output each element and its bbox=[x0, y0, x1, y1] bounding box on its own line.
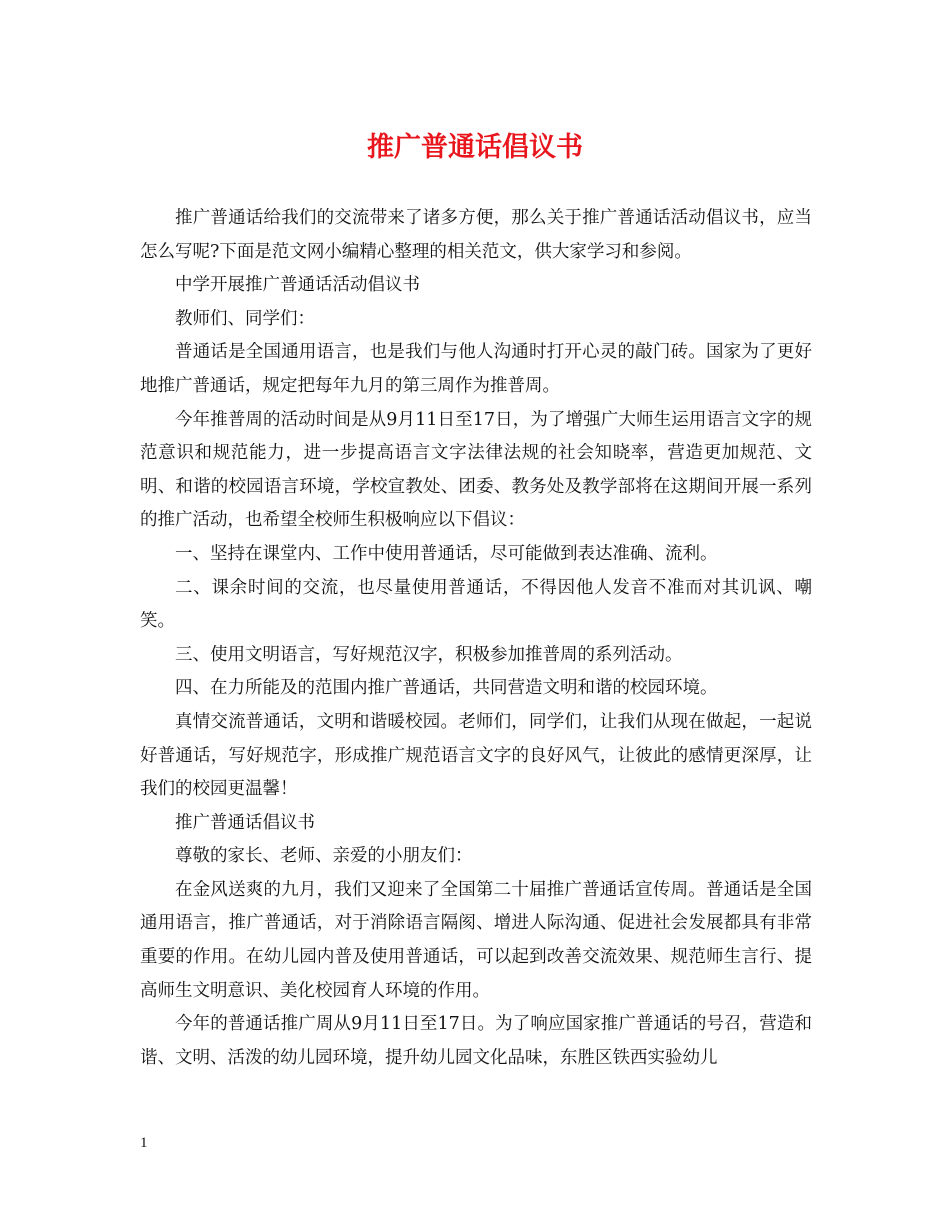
section-heading-middle-school: 中学开展推广普通话活动倡议书 bbox=[175, 275, 420, 296]
salutation-teachers-students: 教师们、同学们： bbox=[175, 308, 315, 329]
proposal-item-1: 一、坚持在课堂内、工作中使用普通话，尽可能做到表达准确、流利。 bbox=[175, 543, 718, 564]
paragraph-kindergarten: 今年的普通话推广周从9月11日至17日。为了响应国家推广普通话的号召，营造和谐、文明、活泼的幼儿园环境，提升幼儿园文化品味，东胜区铁西实验幼儿 bbox=[140, 1014, 812, 1068]
paragraph-activity-time: 今年推普周的活动时间是从9月11日至17日，为了增强广大师生运用语言文字的规范意识和规范能力，进一步提高语言文字法律法规的社会知晓率，营造更加规范、文明、和谐的校园语言环境，学校宣教处、团委、教务处及教学部将在这期间开展一系列的推广活动，也希望全校师生积极响应以下倡议： bbox=[140, 409, 812, 531]
paragraph-putonghua-intro: 普通话是全国通用语言，也是我们与他人沟通时打开心灵的敲门砖。国家为了更好地推广普通话，规定把每年九月的第三周作为推普周。 bbox=[140, 342, 812, 396]
paragraph-promotion-week: 在金风送爽的九月，我们又迎来了全国第二十届推广普通话宣传周。普通话是全国通用语言，推广普通话，对于消除语言隔阂、增进人际沟通、促进社会发展都具有非常重要的作用。在幼儿园内普及使用普通话，可以起到改善交流效果、规范师生言行、提高师生文明意识、美化校园育人环境的作用。 bbox=[140, 879, 812, 1001]
document-title: 推广普通话倡议书 bbox=[367, 132, 583, 163]
section-heading-proposal: 推广普通话倡议书 bbox=[175, 812, 315, 833]
proposal-item-2: 二、课余时间的交流，也尽量使用普通话，不得因他人发音不准而对其讥讽、嘲笑。 bbox=[140, 577, 812, 632]
document-body bbox=[140, 202, 812, 1075]
proposal-item-3: 三、使用文明语言，写好规范汉字，积极参加推普周的系列活动。 bbox=[175, 644, 683, 665]
page-number: 1 bbox=[140, 1135, 148, 1151]
salutation-parents-teachers: 尊敬的家长、老师、亲爱的小朋友们： bbox=[175, 846, 473, 867]
paragraph-intro: 推广普通话给我们的交流带来了诸多方便，那么关于推广普通话活动倡议书，应当怎么写呢?下面是范文网小编精心整理的相关范文，供大家学习和参阅。 bbox=[140, 208, 812, 262]
proposal-item-4: 四、在力所能及的范围内推广普通话，共同营造文明和谐的校园环境。 bbox=[175, 678, 718, 699]
paragraph-closing: 真情交流普通话，文明和谐暖校园。老师们，同学们，让我们从现在做起，一起说好普通话，写好规范字，形成推广规范语言文字的良好风气，让彼此的感情更深厚，让我们的校园更温馨！ bbox=[140, 711, 812, 800]
